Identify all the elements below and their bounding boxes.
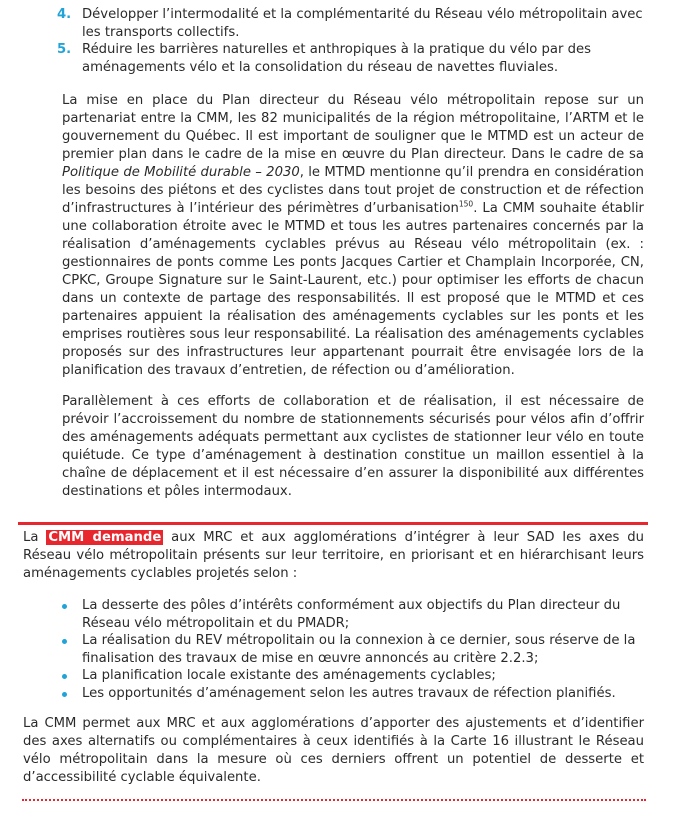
- bullet-dot-icon: [62, 604, 67, 609]
- paragraph-partnership: [62, 92, 644, 380]
- bullet-item: [82, 667, 644, 685]
- list-item: [57, 6, 652, 41]
- paragraph-parking: Parallèlement à ces efforts de collaboration et de réalisation, il est nécessaire de prévoir l’accroissement du nombre de stationnements sécurisés pour vélos afin d’offrir des aménagements adéquats permettant aux cyclistes de stationner leur vélo en toute quiétude. Ce type d’aménagement à destination constitue un maillon essentiel à la chaîne de déplacement et il est nécessaire d’en assurer la disponibilité aux différentes destinations et pôles intermodaux.: [62, 394, 644, 499]
- requirement-divider: [18, 522, 648, 525]
- bullet-text: La réalisation du REV métropolitain ou la connexion à ce dernier, sous réserve de la finalisation des travaux de mise en œuvre annoncés au critère 2.2.3;: [82, 633, 636, 666]
- paragraph-text: La mise en place du Plan directeur du Réseau vélo métropolitain repose sur un partenariat entre la CMM, les 82 municipalités de la région métropolitaine, l’ARTM et le gouvernement du Québec. Il est important de souligner que le MTMD est un acteur de premier plan dans le cadre de la mise en œuvre du Plan directeur. Dans le cadre de sa: [62, 93, 644, 162]
- paragraph-adjustments: La CMM permet aux MRC et aux agglomérations d’apporter des ajustements et d’identifier des axes alternatifs ou complémentaires à ceux identifiés à la Carte 16 illustrant le Réseau vélo métropolitain dans la mesure où ces derniers offrent un potentiel de desserte et d’accessibilité cyclable équivalente.: [23, 716, 644, 785]
- list-item-text: Réduire les barrières naturelles et anthropiques à la pratique du vélo par des aménagements vélo et la consolidation du réseau de navettes fluviales.: [82, 42, 591, 75]
- bullet-text: La desserte des pôles d’intérêts conformément aux objectifs du Plan directeur du Réseau vélo métropolitain et du PMADR;: [82, 598, 621, 631]
- list-number: 4.: [57, 7, 72, 22]
- policy-title: Politique de Mobilité durable – 2030: [62, 165, 300, 180]
- bullet-item: [82, 685, 644, 703]
- bullet-text: Les opportunités d’aménagement selon les autres travaux de réfection planifiés.: [82, 685, 616, 701]
- bullet-dot-icon: [62, 692, 67, 697]
- bullet-dot-icon: [62, 639, 67, 644]
- list-item-text: Développer l’intermodalité et la complémentarité du Réseau vélo métropolitain avec les transports collectifs.: [82, 7, 643, 40]
- requirement-text: aux MRC et aux agglomérations d’intégrer à leur SAD les axes du Réseau vélo métropolitain présents sur leur territoire, en priorisant et en hiérarchisant leurs aménagements cyclables projetés selon :: [23, 530, 645, 581]
- bullet-item: [82, 632, 644, 667]
- requirement-prefix: La: [23, 530, 47, 545]
- list-number: 5.: [57, 42, 72, 57]
- bullet-list: [82, 597, 644, 702]
- paragraph-text: , le MTMD mentionne qu’il prendra en considération les besoins des piétons et des cyclistes dans tout projet de construction et de réfection d’infrastructures à l’intérieur des périmètres d’urbanisation: [62, 165, 645, 216]
- requirement-paragraph: [23, 529, 644, 583]
- requirement-highlight: CMM demande: [48, 530, 162, 545]
- paragraph-text: . La CMM souhaite établir une collaboration étroite avec le MTMD et tous les autres partenaires concernés par la réalisation d’aménagements cyclables prévus au Réseau vélo métropolitain (ex. : gestionnaires de ponts comme Les ponts Jacques Cartier et Champlain Incorporée, CN, CPKC, Groupe Signature sur le Saint-Laurent, etc.) pour optimiser les efforts de chacun dans un contexte de partage des responsabilités. Il est proposé que le MTMD et ces partenaires appuient la réalisation des aménagements cyclables sur les ponts et les emprises routières sous leur responsabilité. La réalisation des aménagements cyclables proposés sur des infrastructures leur appartenant pourrait être envisagée lors de la planification des travaux d’entretien, de réfection ou d’amélioration.: [62, 201, 644, 378]
- list-item: [57, 41, 652, 76]
- footnote-reference[interactable]: 150: [458, 199, 474, 209]
- bullet-dot-icon: [62, 674, 67, 679]
- bullet-item: [82, 597, 644, 632]
- dotted-divider: [22, 799, 646, 801]
- numbered-list: [57, 6, 652, 76]
- bullet-text: La planification locale existante des aménagements cyclables;: [82, 668, 496, 683]
